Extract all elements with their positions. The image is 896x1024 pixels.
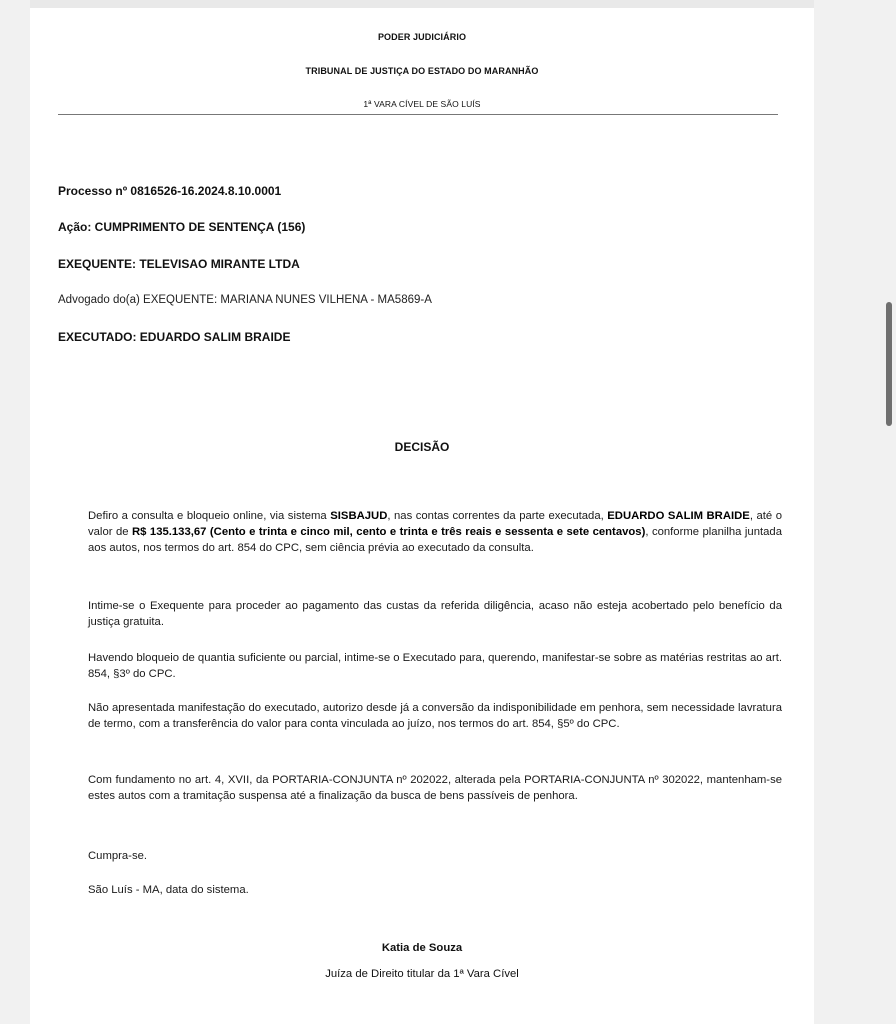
header-vara: 1ª VARA CÍVEL DE SÃO LUÍS [363,99,481,109]
header-tribunal: TRIBUNAL DE JUSTIÇA DO ESTADO DO MARANHÃO [305,66,539,76]
header-poder-judiciario: PODER JUDICIÁRIO [377,32,467,42]
decision-paragraph-1: Defiro a consulta e bloqueio online, via sistema SISBAJUD, nas contas correntes da parte executada, EDUARDO SALIM BRAIDE, até o valor de R$ 135.133,67 (Cento e trinta e cinco mil, cento e trinta e três reais e sessenta e sete centavos), conforme planilha juntada aos autos, nos termos do art. 854 do CPC, sem ciência prévia ao executado da consulta. [88,510,782,554]
decision-paragraph-5: Com fundamento no art. 4, XVII, da PORTARIA-CONJUNTA nº 202022, alterada pela PORTARIA-CONJUNTA nº 302022, mantenham-se estes autos com a tramitação suspensa até a finalização da busca de bens passíveis de penhora. [88,774,782,802]
signature-role: Juíza de Direito titular da 1ª Vara Cível [325,968,519,980]
signature-name: Katia de Souza [381,942,463,954]
decision-paragraph-7: São Luís - MA, data do sistema. [88,884,249,896]
decision-title: DECISÃO [394,440,450,454]
case-action: Ação: CUMPRIMENTO DE SENTENÇA (156) [58,220,306,234]
decision-paragraph-6: Cumpra-se. [88,850,148,862]
viewer-top-edge [30,0,814,8]
document-page [30,8,814,1024]
decision-paragraph-3: Havendo bloqueio de quantia suficiente ou parcial, intime-se o Executado para, querendo, manifestar-se sobre as matérias restritas ao art. 854, §3º do CPC. [88,652,782,680]
header-divider [58,114,778,115]
case-plaintiff-lawyer: Advogado do(a) EXEQUENTE: MARIANA NUNES VILHENA - MA5869-A [58,294,432,306]
case-number: Processo nº 0816526-16.2024.8.10.0001 [58,184,282,198]
decision-paragraph-2: Intime-se o Exequente para proceder ao pagamento das custas da referida diligência, acaso não esteja acobertado pelo benefício da justiça gratuita. [88,600,782,628]
case-defendant: EXECUTADO: EDUARDO SALIM BRAIDE [58,330,291,344]
vertical-scrollbar[interactable] [886,302,892,426]
decision-paragraph-4: Não apresentada manifestação do executado, autorizo desde já a conversão da indisponibilidade em penhora, sem necessidade lavratura de termo, com a transferência do valor para conta vinculada ao juízo, nos termos do art. 854, §5º do CPC. [88,702,782,730]
case-plaintiff: EXEQUENTE: TELEVISAO MIRANTE LTDA [58,257,300,271]
